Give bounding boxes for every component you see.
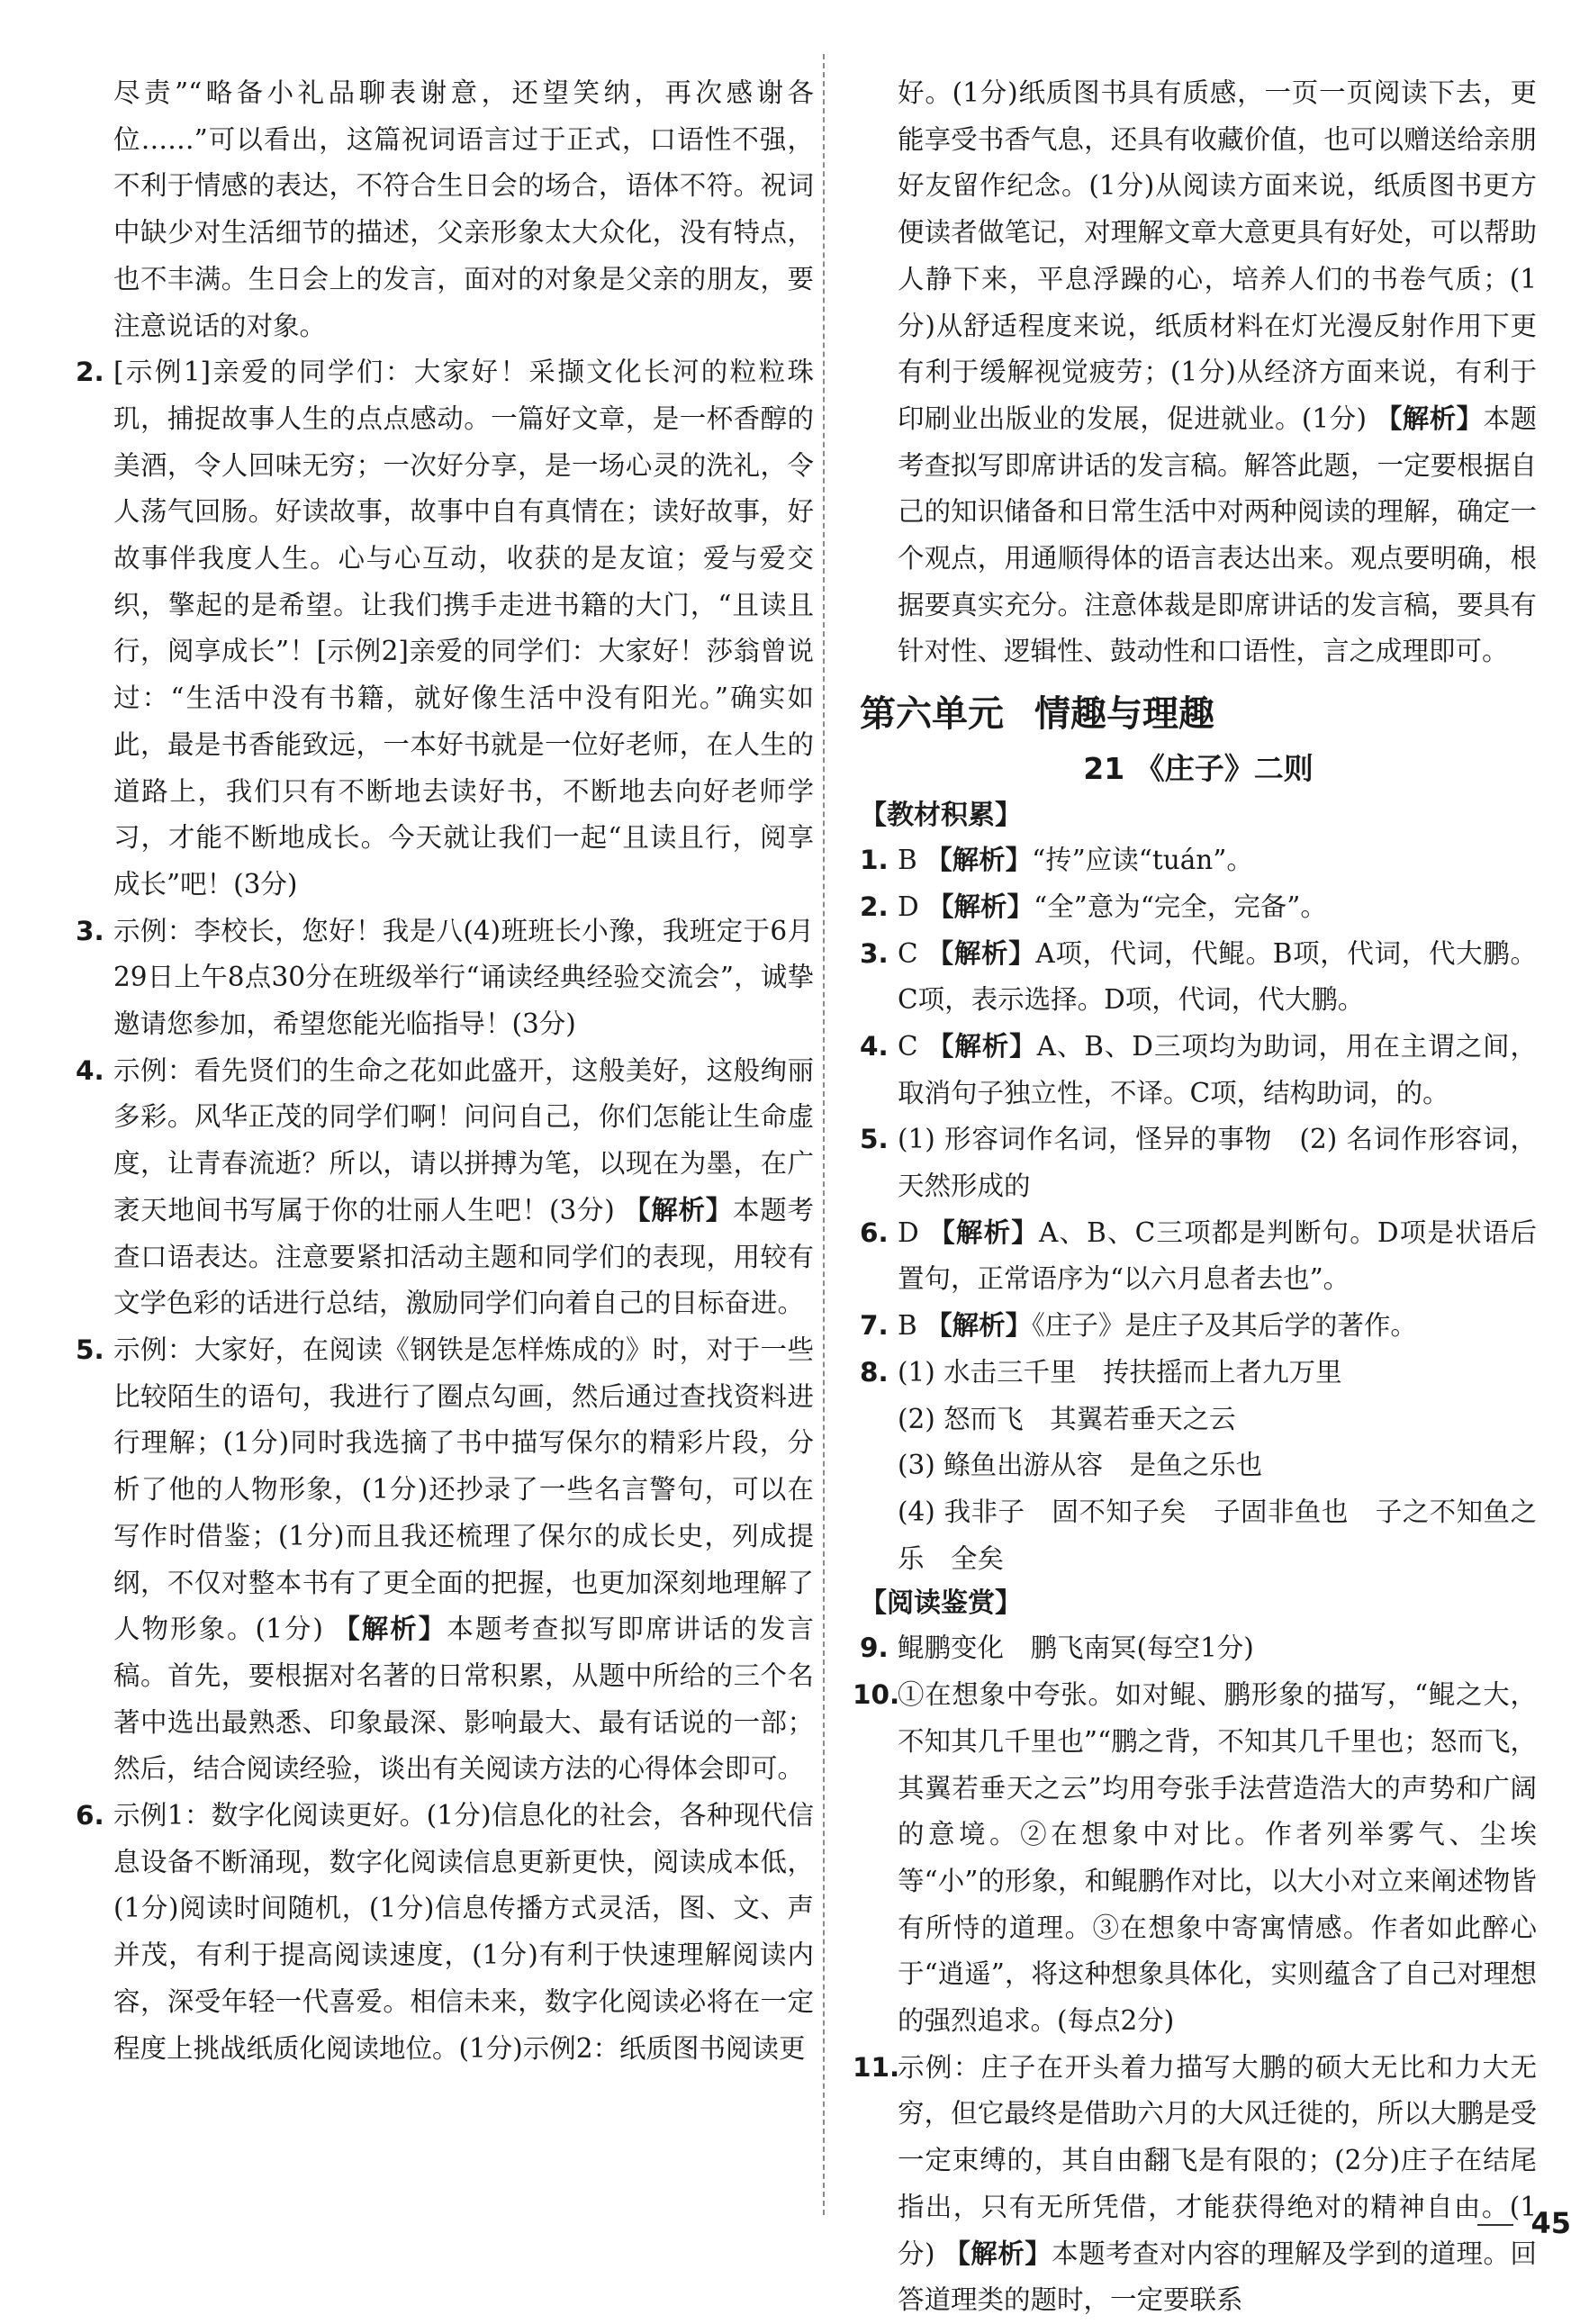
analysis-tag: 【解析】 (926, 1030, 1037, 1062)
item-number: 5. (860, 1124, 889, 1155)
item-answer: B (898, 1310, 917, 1342)
answer-item-4 (76, 1048, 814, 1327)
item-answer: B (898, 845, 917, 876)
answer-item-2 (76, 349, 814, 908)
item-number: 6. (860, 1216, 889, 1248)
item-number: 4. (860, 1030, 889, 1062)
analysis-tag: 【解析】 (943, 2238, 1052, 2269)
item-number: 8. (860, 1356, 889, 1388)
answer-item-3 (76, 909, 814, 1048)
item-answer: C (898, 1030, 918, 1062)
item-text: 示例：庄子在开头着力描写大鹏的硕大无比和力大无穷，但它最终是借助六月的大风迁徙的，所以大鹏是受一定束缚的，其自由翻飞是有限的；(2分)庄子在结尾指出，只有无所凭借，才能获得绝对的精神自由。(1分) (898, 2051, 1537, 2269)
answer-item-r9 (860, 1625, 1537, 1672)
item-text: 鲲鹏变化 鹏飞南冥(每空1分) (898, 1632, 1254, 1664)
analysis-tag: 【解析】 (925, 845, 1033, 876)
item-text: 示例：看先贤们的生命之花如此盛开，这般美好，这般绚丽多彩。风华正茂的同学们啊！问问自己，你们怎能让生命虚度，让青春流逝？所以，请以拼搏为笔，以现在为墨，在广袤天地间书写属于你的壮丽人生吧！(3分) (113, 1054, 814, 1225)
fill-line: (2) 怒而飞 其翼若垂天之云 (898, 1403, 1236, 1434)
column-divider (823, 54, 825, 2215)
fill-line: (3) 鲦鱼出游从容 是鱼之乐也 (898, 1450, 1263, 1481)
item-text: A、B、C三项都是判断句。D项是状语后置句，正常语序为“以六月息者去也”。 (898, 1216, 1537, 1295)
item-answer: C (898, 937, 918, 969)
item-number: 11. (853, 2051, 900, 2083)
item-number: 4. (76, 1054, 104, 1086)
lesson-title: 21 《庄子》二则 (1083, 751, 1314, 787)
analysis-tag: 【解析】 (333, 1614, 447, 1645)
analysis-tag: 【解析】 (928, 1216, 1039, 1248)
item-number: 2. (860, 891, 889, 922)
unit-theme: 情趣与理趣 (1034, 693, 1214, 736)
analysis-tag: 【解析】 (925, 1310, 1033, 1342)
item-number: 10. (853, 1679, 900, 1711)
analysis-tag: 【解析】 (1375, 402, 1484, 434)
item-answer: D (898, 1216, 919, 1248)
item-number: 3. (860, 937, 889, 969)
answer-item-5 (76, 1327, 814, 1793)
answer-item-r2 (860, 884, 1537, 931)
answer-item-6 (76, 1793, 814, 2072)
item-number: 2. (76, 357, 104, 388)
analysis-text: 本题考查对内容的理解及学到的道理。回答道理类的题时，一定要联系 (898, 2238, 1537, 2316)
item-number: 7. (860, 1310, 889, 1342)
analysis-tag: 【解析】 (623, 1194, 733, 1225)
unit-number: 第六单元 (860, 693, 1004, 736)
analysis-tag: 【解析】 (927, 891, 1034, 922)
answer-item-r7 (860, 1303, 1537, 1350)
answer-item-r5 (860, 1117, 1537, 1209)
item-text: 示例：大家好，在阅读《钢铁是怎样炼成的》时，对于一些比较陌生的语句，我进行了圈点勾画，然后通过查找资料进行理解；(1分)同时我选摘了书中描写保尔的精彩片段，分析了他的人物形象，(1分)还抄录了一些名言警句，可以在写作时借鉴；(1分)而且我还梳理了保尔的成长史，列成提纲，不仅对整本书有了更全面的把握，也更加深刻地理解了人物形象。(1分) (113, 1334, 814, 1645)
answer-item-r8 (860, 1350, 1537, 1583)
item-number: 9. (860, 1632, 889, 1664)
item-text: 示例1：数字化阅读更好。(1分)信息化的社会，各种现代信息设备不断涌现，数字化阅读信息更新更快，阅读成本低，(1分)阅读时间随机，(1分)信息传播方式灵活，图、文、声并茂，有利于提高阅读速度，(1分)有利于快速理解阅读内容，深受年轻一代喜爱。相信未来，数字化阅读必将在一定程度上挑战纸质化阅读地位。(1分)示例2：纸质图书阅读更 (113, 1800, 814, 2064)
left-column (76, 70, 814, 2072)
answer-item-r3 (860, 931, 1537, 1024)
item-text: “抟”应读“tuán”。 (1032, 845, 1253, 876)
intro-continuation: 尽责”“略备小礼品聊表谢意，还望笑纳，再次感谢各位……”可以看出，这篇祝词语言过于正式，口语性不强，不利于情感的表达，不符合生日会的场合，语体不符。祝词中缺少对生活细节的描述，父亲形象太大众化，没有特点，也不丰满。生日会上的发言，面对的对象是父亲的朋友，要注意说话的对象。 (113, 77, 814, 341)
item-answer: D (898, 891, 919, 922)
answer-item-r6 (860, 1210, 1537, 1303)
right-column (853, 70, 1537, 2324)
item-text: “全”意为“完全，完备”。 (1034, 891, 1327, 922)
answer-item-r4 (860, 1024, 1537, 1117)
item-text: (1) 形容词作名词，怪异的事物 (2) 名词作形容词，天然形成的 (898, 1124, 1537, 1202)
item-number: 6. (76, 1800, 104, 1831)
item-text: 《庄子》是庄子及其后学的著作。 (1032, 1310, 1417, 1342)
section-heading-reading: 【阅读鉴赏】 (860, 1587, 1022, 1620)
item-number: 3. (76, 915, 104, 946)
analysis-tag: 【解析】 (926, 937, 1036, 969)
analysis-text: 本题考查口语表达。注意要紧扣活动主题和同学们的表现，用较有文学色彩的话进行总结，激励同学们向着自己的目标奋进。 (113, 1194, 814, 1319)
page-number-rule (1477, 2224, 1513, 2226)
item-text: A、B、D三项均为助词，用在主谓之间，取消句子独立性，不译。C项，结构助词，的。 (898, 1030, 1537, 1108)
answer-item-r1 (860, 837, 1537, 884)
section-heading-textbook: 【教材积累】 (860, 800, 1022, 832)
item-text: ①在想象中夸张。如对鲲、鹏形象的描写，“鲲之大，不知其几千里也”“鹏之背，不知其几千里也；怒而飞，其翼若垂天之云”均用夸张手法营造浩大的声势和广阔的意境。②在想象中对比。作者列举雾气、尘埃等“小”的形象，和鲲鹏作对比，以大小对立来阐述物皆有所恃的道理。③在想象中寄寓情感。作者如此醉心于“逍遥”，将这种想象具体化，实则蕴含了自己对理想的强烈追求。(每点2分) (898, 1679, 1537, 2037)
page-number: 45 (1530, 2206, 1571, 2240)
item-number: 1. (860, 845, 889, 876)
item-text: 示例：李校长，您好！我是八(4)班班长小豫，我班定于6月29日上午8点30分在班级举行“诵读经典经验交流会”，诚挚邀请您参加，希望您能光临指导！(3分) (113, 915, 814, 1040)
fill-line: (1) 水击三千里 抟扶摇而上者九万里 (898, 1356, 1342, 1388)
analysis-text: 本题考查拟写即席讲话的发言稿。首先，要根据对名著的日常积累，从题中所给的三个名著中选出最熟悉、印象最深、影响最大、最有话说的一部；然后，结合阅读经验，谈出有关阅读方法的心得体会即可。 (113, 1614, 814, 1785)
item-number: 5. (76, 1334, 104, 1365)
unit-title (860, 684, 1537, 744)
analysis-text: 本题考查拟写即席讲话的发言稿。解答此题，一定要根据自己的知识储备和日常生活中对两种阅读的理解，确定一个观点，用通顺得体的语言表达出来。观点要明确，根据要真实充分。注意体裁是即席讲话的发言稿，要具有针对性、逻辑性、鼓动性和口语性，言之成理即可。 (898, 402, 1537, 667)
continuation-text: 好。(1分)纸质图书具有质感，一页一页阅读下去，更能享受书香气息，还具有收藏价值，也可以赠送给亲朋好友留作纪念。(1分)从阅读方面来说，纸质图书更方便读者做笔记，对理解文章大意更具有好处，可以帮助人静下来，平息浮躁的心，培养人们的书卷气质；(1分)从舒适程度来说，纸质材料在灯光漫反射作用下更有利于缓解视觉疲劳；(1分)从经济方面来说，有利于印刷业出版业的发展，促进就业。(1分) (898, 77, 1537, 434)
item-text: [示例1]亲爱的同学们：大家好！采撷文化长河的粒粒珠玑，捕捉故事人生的点点感动。一篇好文章，是一杯香醇的美酒，令人回味无穷；一次好分享，是一场心灵的洗礼，令人荡气回肠。好读故事，故事中自有真情在；读好故事，好故事伴我度人生。心与心互动，收获的是友谊；爱与爱交织，擎起的是希望。让我们携手走进书籍的大门，“且读且行，阅享成长”！[示例2]亲爱的同学们：大家好！莎翁曾说过：“生活中没有书籍，就好像生活中没有阳光。”确实如此，最是书香能致远，一本好书就是一位好老师，在人生的道路上，我们只有不断地去读好书，不断地去向好老师学习，才能不断地成长。今天就让我们一起“且读且行，阅享成长”吧！(3分) (113, 357, 814, 900)
item-text: A项，代词，代鲲。B项，代词，代大鹏。C项，表示选择。D项，代词，代大鹏。 (898, 937, 1537, 1016)
answer-item-r11 (853, 2045, 1537, 2324)
fill-line: (4) 我非子 固不知子矣 子固非鱼也 子之不知鱼之乐 全矣 (898, 1496, 1537, 1574)
item-6-continuation (860, 70, 1537, 675)
answer-item-r10 (853, 1672, 1537, 2045)
